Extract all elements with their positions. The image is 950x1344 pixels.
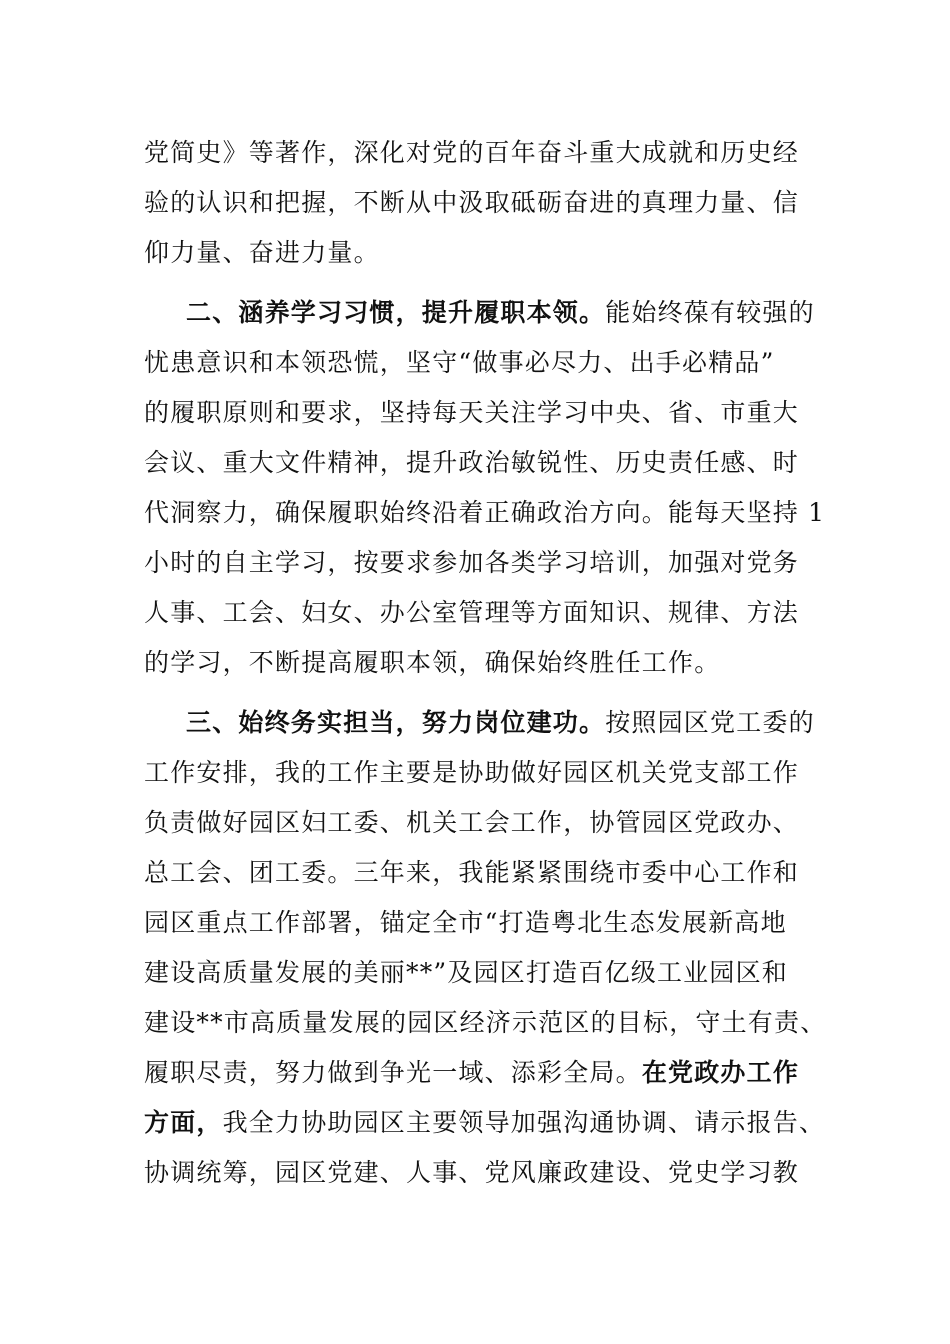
body-text: 总工会、团工委。三年来，我能紧紧围绕市委中心工作和 <box>144 858 800 887</box>
body-text: 小时的自主学习，按要求参加各类学习培训，加强对党务 <box>144 548 800 577</box>
bold-heading-text: 方面， <box>144 1108 223 1137</box>
text-line <box>144 188 799 218</box>
body-text: 忧患意识和本领恐慌，坚守“做事必尽力、出手必精品” <box>144 348 775 377</box>
text-line <box>144 1008 826 1038</box>
body-text: 建设**市高质量发展的园区经济示范区的目标，守土有责、 <box>144 1008 827 1037</box>
body-text: 的学习，不断提高履职本领，确保始终胜任工作。 <box>144 648 721 677</box>
body-text: 建设高质量发展的美丽**”及园区打造百亿级工业园区和 <box>144 958 788 987</box>
text-line <box>144 238 380 268</box>
body-text: 按照园区党工委的 <box>605 708 815 737</box>
body-text: 协调统筹，园区党建、人事、党风廉政建设、党史学习教 <box>144 1158 800 1187</box>
text-line <box>144 1108 825 1138</box>
body-text: 党简史》等著作，深化对党的百年奋斗重大成就和历史经 <box>144 138 800 167</box>
bold-heading-text: 三、始终务实担当，努力岗位建功。 <box>186 708 606 737</box>
text-line <box>144 908 787 938</box>
body-text: 能始终葆有较强的 <box>605 298 815 327</box>
text-line <box>144 1058 799 1088</box>
body-text: 园区重点工作部署，锚定全市“打造粤北生态发展新高地 <box>144 908 787 937</box>
text-line <box>186 708 815 738</box>
body-text: 我全力协助园区主要领导加强沟通协调、请示报告、 <box>222 1108 826 1137</box>
body-text: 验的认识和把握，不断从中汲取砥砺奋进的真理力量、信 <box>144 188 800 217</box>
text-line <box>144 548 799 578</box>
text-line <box>144 758 799 788</box>
text-line <box>144 958 788 988</box>
body-text: 人事、工会、妇女、办公室管理等方面知识、规律、方法 <box>144 598 800 627</box>
text-line <box>144 598 799 628</box>
bold-heading-text: 在党政办工作 <box>641 1058 800 1087</box>
text-line <box>144 398 799 428</box>
text-line <box>186 298 815 328</box>
body-text: 工作安排，我的工作主要是协助做好园区机关党支部工作 <box>144 758 800 787</box>
body-text: 代洞察力，确保履职始终沿着正确政治方向。能每天坚持 1 <box>144 498 826 527</box>
text-line <box>144 808 799 838</box>
text-line <box>144 498 825 528</box>
text-line <box>144 858 799 888</box>
text-line <box>144 1158 799 1188</box>
text-line <box>144 348 775 378</box>
body-text: 会议、重大文件精神，提升政治敏锐性、历史责任感、时 <box>144 448 800 477</box>
body-text: 负责做好园区妇工委、机关工会工作，协管园区党政办、 <box>144 808 800 837</box>
text-line <box>144 648 720 678</box>
bold-heading-text: 二、涵养学习习惯，提升履职本领。 <box>186 298 606 327</box>
text-line <box>144 138 799 168</box>
body-text: 仰力量、奋进力量。 <box>144 238 380 267</box>
text-line <box>144 448 799 478</box>
body-text: 履职尽责，努力做到争光一域、添彩全局。 <box>144 1058 642 1087</box>
body-text: 的履职原则和要求，坚持每天关注学习中央、省、市重大 <box>144 398 800 427</box>
